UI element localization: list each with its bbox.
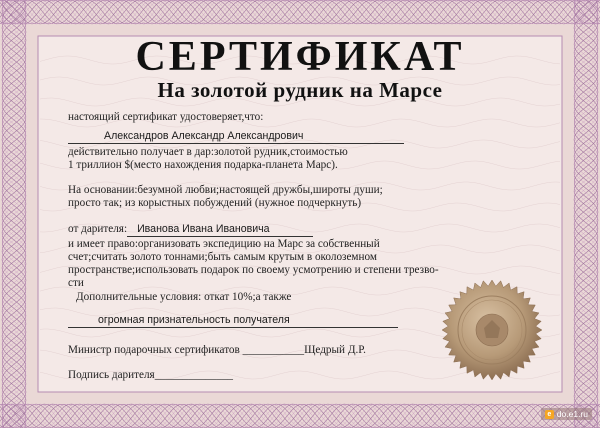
certificate-subtitle: На золотой рудник на Марсе [157,78,443,102]
site-logo-icon: e [545,410,554,419]
basis-line-1: На основании:безумной любви;настоящей дружбы,широты души; [68,184,383,196]
minister-line [68,344,366,357]
recipient-line [68,130,404,144]
donor-signature-blank: ______________ [154,369,234,381]
rights-line-3: пространстве;использовать подарок по своему усмотрению и степени трезво- [68,264,439,276]
gratitude-text: огромная признательность получателя [68,315,398,328]
receives-line-1: действительно получает в дар:золотой рудник,стоимостью [68,146,348,158]
watermark-text: do.e1.ru [556,409,588,419]
donor-line [68,223,313,237]
rights-line-2: счет;считать золото тоннами;быть самым крутым в околоземном [68,251,377,263]
donor-label: от дарителя: [68,223,128,235]
basis-line-2: просто так; из корыстных побуждений (нужное подчеркнуть) [68,197,362,209]
donor-signature-line [68,369,233,382]
minister-label: Министр подарочных сертификатов [68,344,240,356]
receives-line-2: 1 триллион $(место нахождения подарка-планета Марс). [68,159,338,171]
minister-name: Щедрый Д.Р. [304,344,366,356]
certificate-title: СЕРТИФИКАТ [135,34,465,80]
intro-text: настоящий сертификат удостоверяет,что: [68,111,264,123]
donor-name: Иванова Ивана Ивановича [127,224,313,237]
minister-signature-blank: ___________ [242,344,305,356]
site-watermark [541,408,592,420]
gold-seal-icon [440,278,544,382]
donor-signature-label: Подпись дарителя [68,369,155,381]
recipient-name: Александров Александр Александрович [68,131,404,144]
rights-line-4: сти [68,277,84,289]
gratitude-line [68,314,398,328]
rights-line-1: и имеет право:организовать экспедицию на Марс за собственный [68,238,380,250]
extra-conditions: Дополнительные условия: откат 10%;а также [76,291,292,303]
